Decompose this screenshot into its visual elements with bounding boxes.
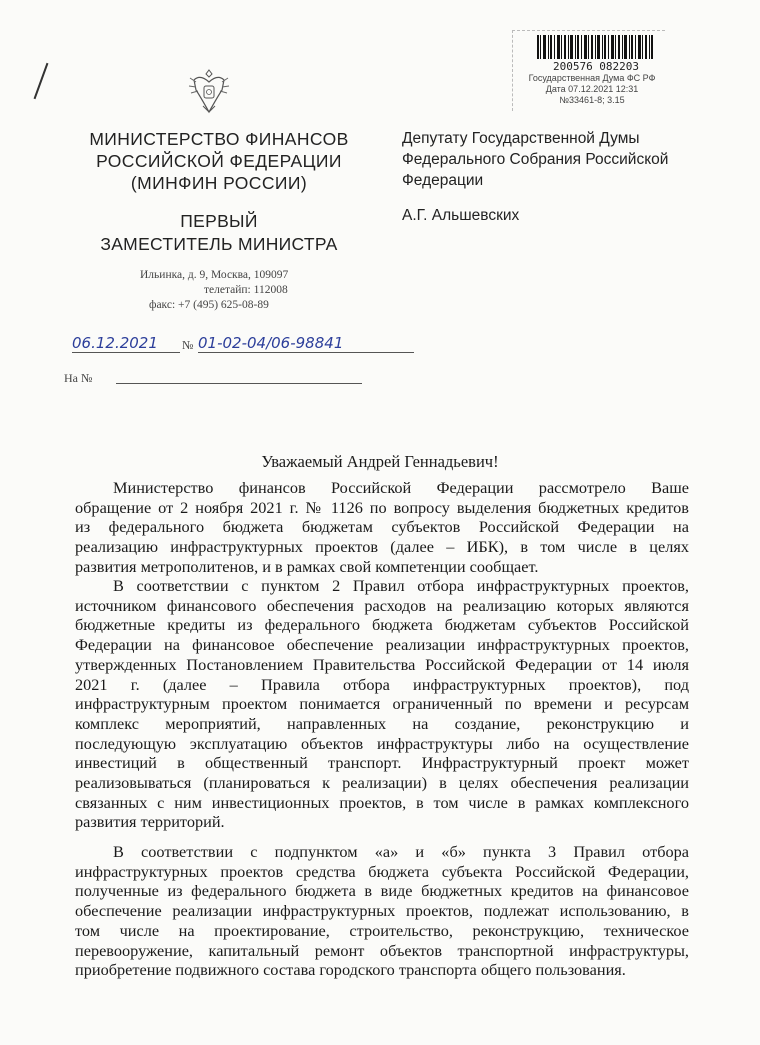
text-line: 2021 г. (далее – Правила отбора инфраструктурных проектов), под [75, 674, 689, 694]
barcode-icon [537, 35, 653, 59]
text-line: источником финансового обеспечения расходов на реализацию которых являются [75, 595, 689, 615]
recipient-address [402, 128, 702, 191]
text-line: Федерации на финансовое обеспечение реализации инфраструктурных проектов, [75, 635, 689, 655]
greeting: Уважаемый Андрей Геннадьевич! [261, 452, 499, 471]
reference-line [64, 371, 364, 385]
ministry-line: РОССИЙСКОЙ ФЕДЕРАЦИИ [96, 151, 342, 171]
text-line: перевооружение, капитальный ремонт объектов транспортной инфраструктуры, [75, 940, 689, 960]
sender-position [74, 210, 364, 256]
text-line: инфраструктурных проектов средства бюджета субъекта Российской Федерации, [75, 861, 689, 881]
text-line: обращение от 2 ноября 2021 г. № 1126 по вопросу выделения бюджетных кредитов [75, 497, 689, 517]
text-line: инфраструктурным проектом понимается ограниченный по времени и ресурсам [75, 694, 689, 714]
ministry-line: МИНИСТЕРСТВО ФИНАНСОВ [89, 129, 349, 149]
recipient-line: Федерального Собрания Российской [402, 151, 669, 168]
recipient-name: А.Г. Альшевских [402, 207, 520, 224]
teletype: телетайп: 112008 [204, 284, 288, 296]
text-line: связанных с ним инвестиционных проектов, в том числе в рамках комплексного [75, 792, 689, 812]
ministry-line: (МИНФИН РОССИИ) [130, 173, 308, 193]
position-line: ПЕРВЫЙ [180, 211, 258, 231]
registration-number: 01-02-04/06-98841 [198, 334, 414, 353]
recipient-line: Депутату Государственной Думы [402, 130, 640, 147]
text-line: комплекс мероприятий, направленных на создание, реконструкцию и [75, 713, 689, 733]
incoming-stamp-text [517, 73, 667, 106]
registration-date: 06.12.2021 [72, 334, 180, 353]
text-line: реализовываться (планироваться к реализации) в целях обеспечения реализации [75, 773, 689, 793]
barcode-number: 200576 082203 [552, 60, 640, 73]
stamp-line: Государственная Дума ФС РФ [528, 73, 656, 83]
ministry-contacts [140, 268, 288, 313]
registration-number-label: № [182, 338, 194, 352]
text-line: приобретение подвижного состава городского транспорта общего пользования. [75, 960, 626, 980]
coat-of-arms-icon [186, 66, 232, 118]
body-paragraph [75, 842, 689, 980]
pen-mark [34, 63, 49, 99]
text-line: развития метрополитенов, и в рамках свой компетенции сообщает. [75, 556, 539, 576]
stamp-line: №33461-8; 3.15 [559, 95, 625, 105]
body-paragraph [75, 478, 689, 577]
stamp-line: Дата 07.12.2021 12:31 [545, 84, 639, 94]
text-line: развития территорий. [75, 812, 225, 832]
ministry-name [74, 128, 364, 194]
text-line: из федерального бюджета бюджетам субъектов Российской Федерации на [75, 517, 689, 537]
text-line: обеспечение реализации инфраструктурных проектов, подлежат использованию, в [75, 901, 689, 921]
fax: факс: +7 (495) 625-08-89 [149, 299, 269, 311]
text-line: В соответствии с подпунктом «а» и «б» пункта 3 Правил отбора [113, 842, 689, 861]
text-line: бюджетные кредиты из федерального бюджета бюджетам субъектов Российской [75, 615, 689, 635]
reference-blank [116, 383, 362, 384]
address: Ильинка, д. 9, Москва, 109097 [140, 269, 289, 281]
position-line: ЗАМЕСТИТЕЛЬ МИНИСТРА [100, 234, 338, 254]
text-line: полученные из федерального бюджета в виде бюджетных кредитов на финансовое [75, 881, 689, 901]
body-paragraph [75, 576, 689, 832]
text-line: последующую эксплуатацию объектов инфраструктуры либо на осуществление [75, 733, 689, 753]
text-line: В соответствии с пунктом 2 Правил отбора инфраструктурных проектов, [113, 576, 689, 595]
text-line: Министерство финансов Российской Федерации рассмотрело Ваше [113, 478, 689, 497]
text-line: том числе на проектирование, строительство, реконструкцию, техническое [75, 920, 689, 940]
recipient-line: Федерации [402, 172, 484, 189]
text-line: реализацию инфраструктурных проектов (далее – ИБК), в том числе в целях [75, 537, 689, 557]
text-line: утвержденных Постановлением Правительства Российской Федерации от 14 июля [75, 654, 689, 674]
reference-label: На № [64, 371, 93, 385]
text-line: инвестиций в общественный транспорт. Инфраструктурный проект может [75, 753, 689, 773]
registration-line [64, 334, 414, 356]
